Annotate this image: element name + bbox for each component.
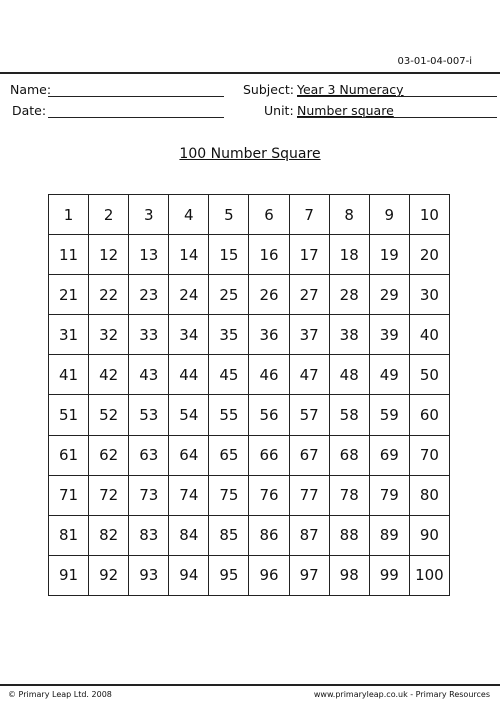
grid-cell: 45 xyxy=(209,355,249,395)
document-code: 03-01-04-007-i xyxy=(397,56,472,67)
grid-cell: 24 xyxy=(169,275,209,315)
grid-cell: 72 xyxy=(89,475,129,515)
grid-row xyxy=(49,315,450,355)
grid-cell: 13 xyxy=(129,235,169,275)
grid-cell: 41 xyxy=(49,355,89,395)
grid-cell: 92 xyxy=(89,555,129,595)
grid-cell: 94 xyxy=(169,555,209,595)
grid-cell: 55 xyxy=(209,395,249,435)
grid-cell: 32 xyxy=(89,315,129,355)
grid-cell: 51 xyxy=(49,395,89,435)
grid-cell: 19 xyxy=(369,235,409,275)
unit-value: Number square xyxy=(297,103,394,118)
date-label: Date: xyxy=(12,103,47,118)
grid-cell: 8 xyxy=(329,195,369,235)
grid-cell: 74 xyxy=(169,475,209,515)
grid-cell: 62 xyxy=(89,435,129,475)
grid-cell: 44 xyxy=(169,355,209,395)
grid-cell: 68 xyxy=(329,435,369,475)
grid-cell: 6 xyxy=(249,195,289,235)
grid-cell: 100 xyxy=(409,555,449,595)
grid-cell: 73 xyxy=(129,475,169,515)
grid-cell: 34 xyxy=(169,315,209,355)
grid-cell: 22 xyxy=(89,275,129,315)
grid-cell: 77 xyxy=(289,475,329,515)
number-square-grid xyxy=(48,194,450,596)
grid-cell: 89 xyxy=(369,515,409,555)
grid-cell: 43 xyxy=(129,355,169,395)
name-label: Name: xyxy=(10,82,52,97)
grid-cell: 50 xyxy=(409,355,449,395)
grid-row xyxy=(49,395,450,435)
grid-cell: 49 xyxy=(369,355,409,395)
grid-cell: 18 xyxy=(329,235,369,275)
grid-cell: 58 xyxy=(329,395,369,435)
grid-cell: 3 xyxy=(129,195,169,235)
unit-label: Unit: xyxy=(264,103,294,118)
grid-cell: 46 xyxy=(249,355,289,395)
grid-cell: 39 xyxy=(369,315,409,355)
grid-cell: 64 xyxy=(169,435,209,475)
grid-cell: 78 xyxy=(329,475,369,515)
grid-cell: 35 xyxy=(209,315,249,355)
grid-cell: 65 xyxy=(209,435,249,475)
grid-cell: 54 xyxy=(169,395,209,435)
grid-cell: 71 xyxy=(49,475,89,515)
grid-cell: 9 xyxy=(369,195,409,235)
grid-cell: 33 xyxy=(129,315,169,355)
grid-cell: 30 xyxy=(409,275,449,315)
grid-cell: 36 xyxy=(249,315,289,355)
grid-cell: 60 xyxy=(409,395,449,435)
grid-cell: 98 xyxy=(329,555,369,595)
subject-label: Subject: xyxy=(243,82,294,97)
footer-rule xyxy=(0,684,500,686)
grid-cell: 26 xyxy=(249,275,289,315)
grid-cell: 84 xyxy=(169,515,209,555)
grid-cell: 70 xyxy=(409,435,449,475)
subject-value: Year 3 Numeracy xyxy=(297,82,404,97)
grid-cell: 4 xyxy=(169,195,209,235)
grid-cell: 12 xyxy=(89,235,129,275)
grid-row xyxy=(49,435,450,475)
grid-cell: 93 xyxy=(129,555,169,595)
grid-cell: 91 xyxy=(49,555,89,595)
grid-cell: 87 xyxy=(289,515,329,555)
grid-cell: 23 xyxy=(129,275,169,315)
grid-cell: 37 xyxy=(289,315,329,355)
grid-cell: 20 xyxy=(409,235,449,275)
grid-cell: 81 xyxy=(49,515,89,555)
grid-cell: 67 xyxy=(289,435,329,475)
name-field[interactable] xyxy=(48,96,224,97)
grid-cell: 57 xyxy=(289,395,329,435)
grid-cell: 31 xyxy=(49,315,89,355)
grid-cell: 25 xyxy=(209,275,249,315)
grid-cell: 16 xyxy=(249,235,289,275)
grid-cell: 28 xyxy=(329,275,369,315)
grid-cell: 80 xyxy=(409,475,449,515)
footer-copyright: © Primary Leap Ltd. 2008 xyxy=(8,690,112,699)
grid-row xyxy=(49,235,450,275)
grid-cell: 21 xyxy=(49,275,89,315)
unit-line xyxy=(297,117,497,118)
grid-cell: 27 xyxy=(289,275,329,315)
grid-cell: 42 xyxy=(89,355,129,395)
grid-cell: 40 xyxy=(409,315,449,355)
grid-cell: 90 xyxy=(409,515,449,555)
page-title: 100 Number Square xyxy=(179,146,321,162)
grid-row xyxy=(49,195,450,235)
grid-cell: 56 xyxy=(249,395,289,435)
grid-cell: 82 xyxy=(89,515,129,555)
grid-row xyxy=(49,355,450,395)
grid-cell: 15 xyxy=(209,235,249,275)
grid-cell: 79 xyxy=(369,475,409,515)
grid-cell: 52 xyxy=(89,395,129,435)
grid-row xyxy=(49,475,450,515)
grid-cell: 29 xyxy=(369,275,409,315)
grid-cell: 83 xyxy=(129,515,169,555)
grid-cell: 76 xyxy=(249,475,289,515)
grid-cell: 10 xyxy=(409,195,449,235)
grid-row xyxy=(49,555,450,595)
grid-cell: 69 xyxy=(369,435,409,475)
grid-cell: 7 xyxy=(289,195,329,235)
grid-cell: 63 xyxy=(129,435,169,475)
grid-cell: 66 xyxy=(249,435,289,475)
grid-cell: 75 xyxy=(209,475,249,515)
grid-cell: 1 xyxy=(49,195,89,235)
grid-cell: 11 xyxy=(49,235,89,275)
subject-line xyxy=(297,96,497,97)
grid-cell: 53 xyxy=(129,395,169,435)
grid-row xyxy=(49,275,450,315)
grid-cell: 88 xyxy=(329,515,369,555)
grid-cell: 61 xyxy=(49,435,89,475)
grid-cell: 99 xyxy=(369,555,409,595)
footer-website: www.primaryleap.co.uk - Primary Resources xyxy=(313,690,490,699)
header-top-rule xyxy=(0,72,500,74)
grid-cell: 38 xyxy=(329,315,369,355)
grid-cell: 95 xyxy=(209,555,249,595)
grid-cell: 5 xyxy=(209,195,249,235)
grid-cell: 97 xyxy=(289,555,329,595)
grid-cell: 48 xyxy=(329,355,369,395)
grid-cell: 2 xyxy=(89,195,129,235)
grid-cell: 14 xyxy=(169,235,209,275)
grid-cell: 96 xyxy=(249,555,289,595)
grid-cell: 17 xyxy=(289,235,329,275)
grid-cell: 86 xyxy=(249,515,289,555)
date-field[interactable] xyxy=(48,117,224,118)
grid-row xyxy=(49,515,450,555)
grid-cell: 59 xyxy=(369,395,409,435)
grid-cell: 47 xyxy=(289,355,329,395)
grid-cell: 85 xyxy=(209,515,249,555)
